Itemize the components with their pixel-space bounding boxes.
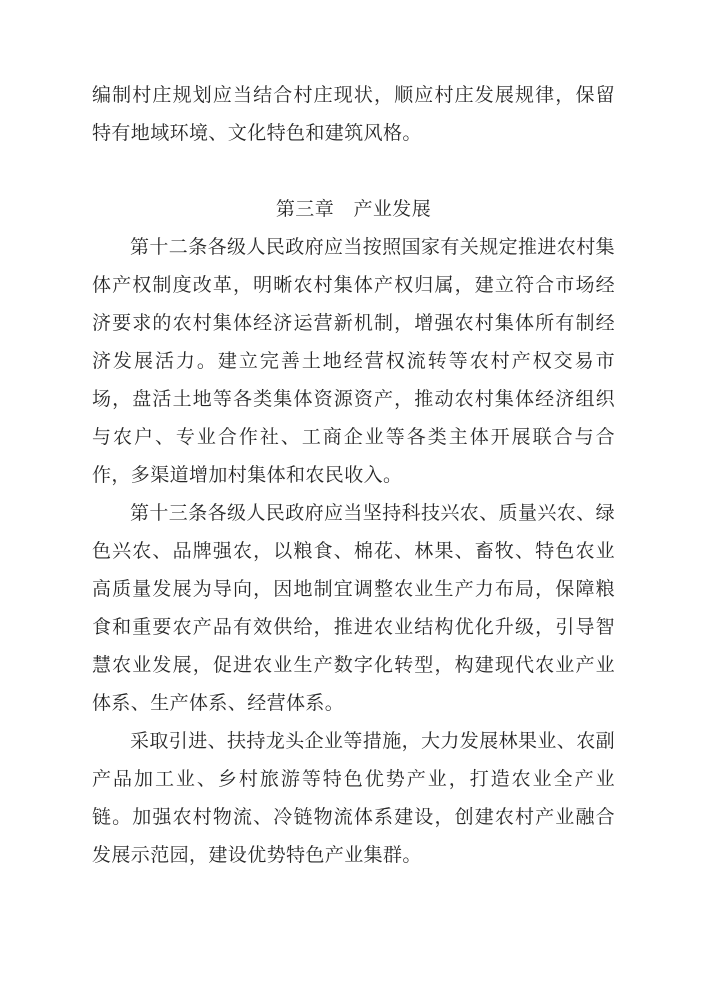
paragraph-article-13-continued: 采取引进、扶持龙头企业等措施，大力发展林果业、农副产品加工业、乡村旅游等特色优势产业，打造农业全产业链。加强农村物流、冷链物流体系建设，创建农村产业融合发展示范园，建设优势特色产业集群。 — [92, 731, 616, 866]
paragraph-article-13: 第十三条各级人民政府应当坚持科技兴农、质量兴农、绿色兴农、品牌强农，以粮食、棉花、林果、畜牧、特色农业高质量发展为导向，因地制宜调整农业生产力布局，保障粮食和重要农产品有效供给，推进农业结构优化升级，引导智慧农业发展，促进农业生产数字化转型，构建现代农业产业体系、生产体系、经营体系。 — [92, 503, 616, 714]
chapter-heading: 第三章 产业发展 — [275, 199, 432, 220]
paragraph-continuation: 编制村庄规划应当结合村庄现状，顺应村庄发展规律，保留特有地域环境、文化特色和建筑风格。 — [92, 85, 615, 144]
paragraph-article-12: 第十二条各级人民政府应当按照国家有关规定推进农村集体产权制度改革，明晰农村集体产权归属，建立符合市场经济要求的农村集体经济运营新机制，增强农村集体所有制经济发展活力。建立完善土地经营权流转等农村产权交易市场，盘活土地等各类集体资源资产，推动农村集体经济组织与农户、专业合作社、工商企业等各类主体开展联合与合作，多渠道增加村集体和农民收入。 — [92, 237, 616, 486]
